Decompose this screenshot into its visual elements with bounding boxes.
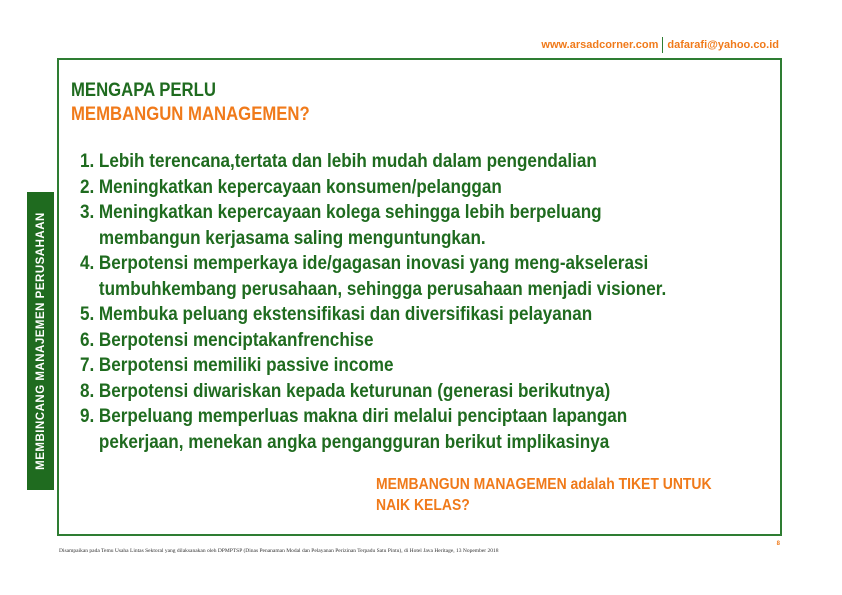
list-item <box>80 404 710 455</box>
list-item <box>80 175 710 201</box>
slide-title-line1: MENGAPA PERLU <box>71 80 216 101</box>
page-number: 8 <box>776 541 780 547</box>
list-item <box>80 353 710 379</box>
item-text: Membuka peluang ekstensifikasi dan diversifikasi pelayanan <box>98 304 593 325</box>
conclusion-text: MEMBANGUN MANAGEMEN adalah TIKET UNTUK NAIK KELAS? <box>376 476 712 514</box>
list-item <box>80 200 710 251</box>
list-item <box>80 379 710 405</box>
item-number: 9. <box>80 406 95 427</box>
item-text: Lebih terencana,tertata dan lebih mudah dalam pengendalian <box>98 151 597 172</box>
footer-text: Disampaikan pada Temu Usaha Lintas Sektoral yang dilaksanakan oleh DPMPTSP (Dinas Penanaman Modal dan Pelayanan Perizinan Terpadu Satu Pintu), di Hotel Java Heritage, 13 Nopember 2018 <box>59 548 499 554</box>
item-text: Berpeluang memperluas makna diri melalui penciptaan lapangan pekerjaan, menekan angka pengangguran berikut implikasinya <box>98 406 628 453</box>
item-text: Berpotensi memiliki passive income <box>98 355 394 376</box>
header-links <box>541 37 779 53</box>
header-divider <box>662 37 663 53</box>
side-label: MEMBINCANG MANAJEMEN PERUSAHAAN <box>34 212 47 470</box>
item-number: 6. <box>80 329 95 351</box>
list-item <box>80 302 710 328</box>
item-number: 7. <box>80 355 95 376</box>
item-text: Meningkatkan kepercayaan kolega sehingga lebih berpeluang membangun kerjasama saling menguntungkan. <box>98 202 602 249</box>
item-number: 1. <box>80 151 95 172</box>
item-text: Berpotensi diwariskan kepada keturunan (generasi berikutnya) <box>98 380 611 402</box>
item-text: Meningkatkan kepercayaan konsumen/pelanggan <box>98 176 502 198</box>
side-label-band <box>27 192 54 490</box>
list-item <box>80 328 710 354</box>
slide-title-line2: MEMBANGUN MANAGEMEN? <box>71 104 310 125</box>
reasons-list <box>80 149 780 455</box>
list-item <box>80 149 710 175</box>
list-item <box>80 251 710 302</box>
item-number: 4. <box>80 253 95 274</box>
email-link[interactable]: dafarafi@yahoo.co.id <box>667 39 779 51</box>
item-text: Berpotensi menciptakanfrenchise <box>98 329 374 351</box>
item-text: Berpotensi memperkaya ide/gagasan inovasi yang meng-akselerasi tumbuhkembang perusahaan, sehingga perusahaan menjadi visioner. <box>98 253 667 300</box>
website-link[interactable]: www.arsadcorner.com <box>541 39 659 51</box>
item-number: 2. <box>80 176 95 198</box>
item-number: 5. <box>80 304 95 325</box>
item-number: 3. <box>80 202 95 223</box>
item-number: 8. <box>80 380 95 402</box>
